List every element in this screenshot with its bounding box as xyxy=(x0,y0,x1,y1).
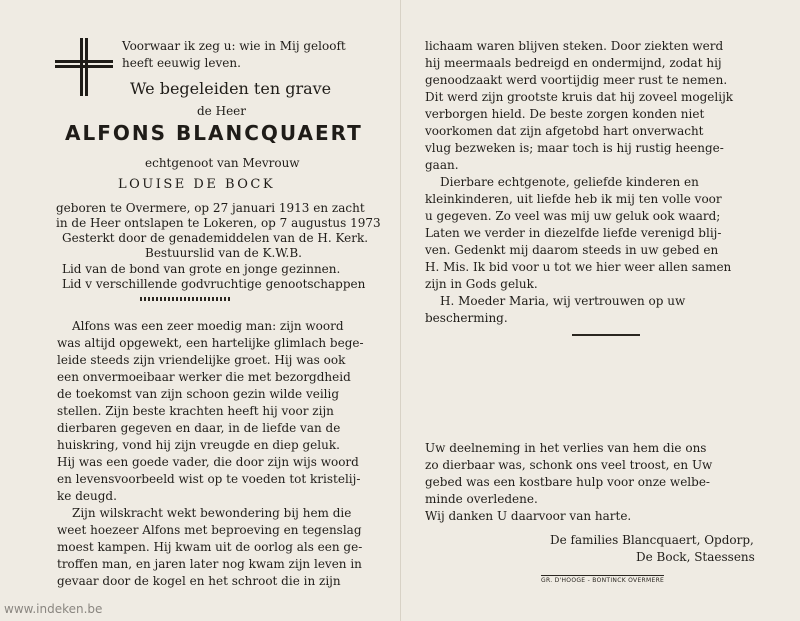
family-line-1: De families Blancquaert, Opdorp, xyxy=(550,533,754,547)
spouse-intro: echtgenoot van Mevrouw xyxy=(145,156,300,170)
thanks-line: gebed was een kostbare hulp voor onze welbe- xyxy=(425,475,710,489)
text-line: ke deugd. xyxy=(57,489,117,503)
deceased-name: ALFONS BLANCQUAERT xyxy=(65,121,363,145)
text-line: gaan. xyxy=(425,158,459,172)
text-line: verborgen hield. De beste zorgen konden niet xyxy=(425,107,705,121)
text-line: Alfons was een zeer moedig man: zijn woord xyxy=(72,319,344,333)
bio-line: geboren te Overmere, op 27 januari 1913 en zacht xyxy=(56,201,365,215)
thanks-line: Wij danken U daarvoor van harte. xyxy=(425,509,632,523)
text-line: kleinkinderen, uit liefde heb ik mij ten volle voor xyxy=(425,192,722,206)
fold-line xyxy=(400,0,401,621)
bio-line: Lid van de bond van grote en jonge gezinnen. xyxy=(62,262,341,276)
text-line: H. Mis. Ik bid voor u tot we hier weer allen samen xyxy=(425,260,732,274)
text-line: was altijd opgewekt, een hartelijke glimlach bege- xyxy=(57,336,364,350)
intro-line-2: heeft eeuwig leven. xyxy=(122,56,241,70)
divider-rule xyxy=(572,334,640,336)
text-line: H. Moeder Maria, wij vertrouwen op uw xyxy=(440,294,686,308)
watermark: www.indeken.be xyxy=(4,602,103,616)
text-line: hij meermaals bedreigd en ondermijnd, zodat hij xyxy=(425,56,722,70)
bio-line: Lid v verschillende godvruchtige genootschappen xyxy=(62,277,366,291)
text-line: Laten we verder in diezelfde liefde verenigd blij- xyxy=(425,226,722,240)
text-line: huiskring, vond hij zijn vreugde en diep geluk. xyxy=(57,438,340,452)
text-line: leide steeds zijn vriendelijke groet. Hij was ook xyxy=(57,353,346,367)
text-line: een onvermoeibaar werker die met bezorgdheid xyxy=(57,370,351,384)
text-line: dierbaren gegeven en daar, in de liefde van de xyxy=(57,421,341,435)
text-line: weet hoezeer Alfons met beproeving en tegenslag xyxy=(57,523,362,537)
intro-line-1: Voorwaar ik zeg u: wie in Mij gelooft xyxy=(122,39,346,53)
printer-credit: GR. D'HOOGE - BONTINCK OVERMERE xyxy=(541,577,665,584)
text-line: de toekomst van zijn schoon gezin wilde veilig xyxy=(57,387,340,401)
text-line: moest kampen. Hij kwam uit de oorlog als een ge- xyxy=(57,540,363,554)
thanks-line: zo dierbaar was, schonk ons veel troost, en Uw xyxy=(425,458,713,472)
text-line: Dit werd zijn grootste kruis dat hij zoveel mogelijk xyxy=(425,90,734,104)
text-line: genoodzaakt werd voortijdig meer rust te nemen. xyxy=(425,73,728,87)
thanks-line: minde overledene. xyxy=(425,492,538,506)
text-line: lichaam waren blijven steken. Door ziekten werd xyxy=(425,39,724,53)
text-line: vlug bezweken is; maar toch is hij rustig heenge- xyxy=(425,141,724,155)
spouse-name: LOUISE DE BOCK xyxy=(118,177,276,192)
text-line: Hij was een goede vader, die door zijn wijs woord xyxy=(57,455,359,469)
cross-icon-bar xyxy=(55,60,113,63)
text-line: bescherming. xyxy=(425,311,508,325)
de-heer: de Heer xyxy=(197,104,247,118)
text-line: en levensvoorbeeld wist op te voeden tot kristelij- xyxy=(57,472,361,486)
text-line: stellen. Zijn beste krachten heeft hij voor zijn xyxy=(57,404,334,418)
bio-line: Gesterkt door de genademiddelen van de H. Kerk. xyxy=(62,231,369,245)
text-line: ven. Gedenkt mij daarom steeds in uw gebed en xyxy=(425,243,719,257)
cross-icon-bar-2 xyxy=(55,65,113,68)
text-line: Zijn wilskracht wekt bewondering bij hem die xyxy=(72,506,352,520)
text-line: gevaar door de kogel en het schroot die in zijn xyxy=(57,574,341,588)
heading: We begeleiden ten grave xyxy=(130,79,332,98)
text-line: Dierbare echtgenote, geliefde kinderen en xyxy=(440,175,699,189)
text-line: zijn in Gods geluk. xyxy=(425,277,538,291)
divider-dots xyxy=(140,297,230,301)
thanks-line: Uw deelneming in het verlies van hem die ons xyxy=(425,441,707,455)
text-line: voorkomen dat zijn afgetobd hart onverwacht xyxy=(425,124,704,138)
text-line: u gegeven. Zo veel was mij uw geluk ook waard; xyxy=(425,209,721,223)
family-line-2: De Bock, Staessens xyxy=(636,550,755,564)
text-line: troffen man, en jaren later nog kwam zijn leven in xyxy=(57,557,362,571)
bio-line: in de Heer ontslapen te Lokeren, op 7 augustus 1973 xyxy=(56,216,381,230)
bio-line: Bestuurslid van de K.W.B. xyxy=(145,246,302,260)
